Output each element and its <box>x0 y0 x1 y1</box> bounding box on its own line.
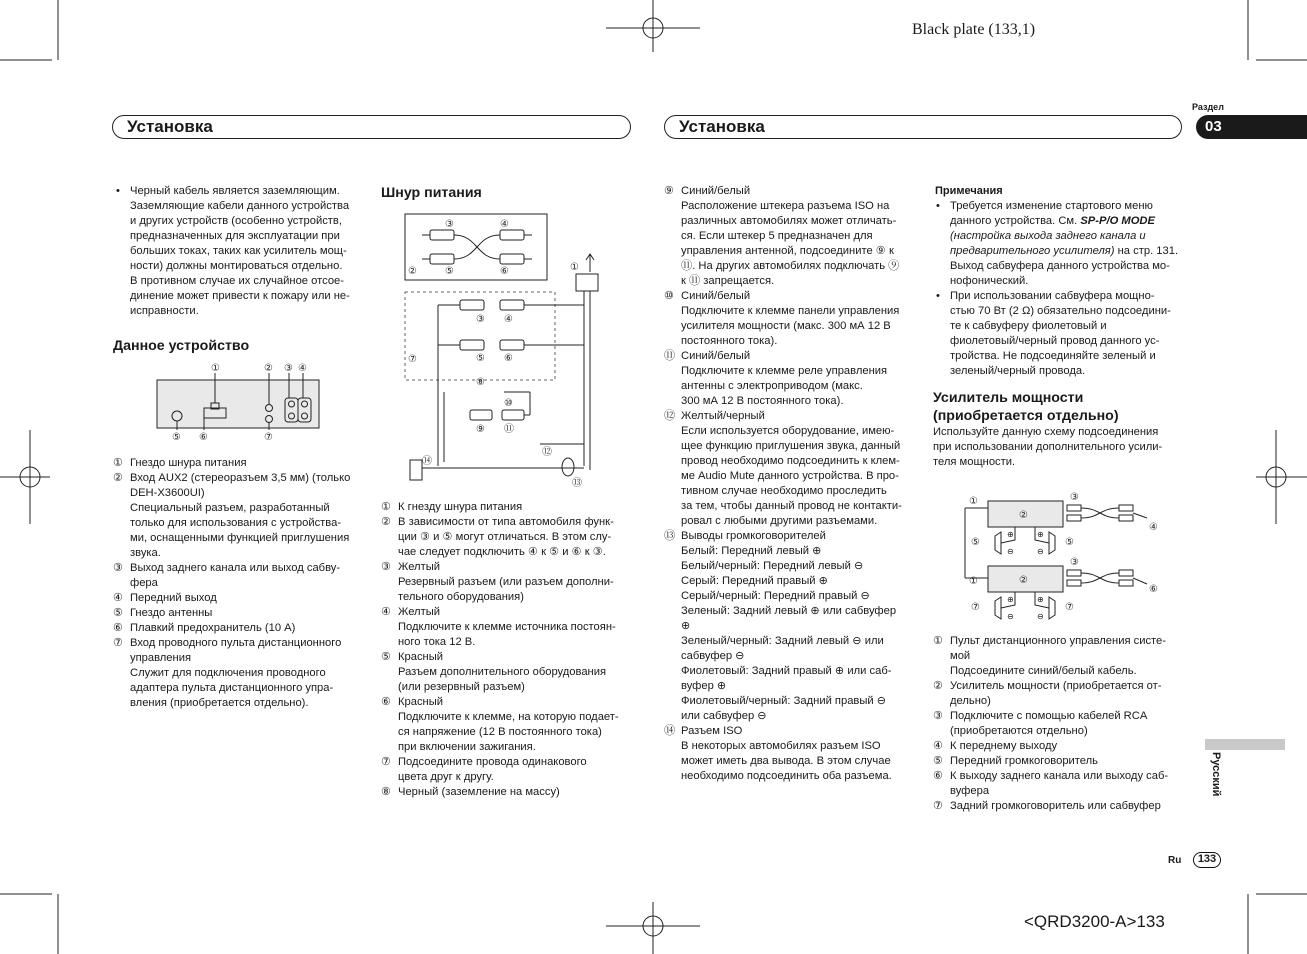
amp-minus-1: ⊖ <box>1007 547 1014 556</box>
text-line: В противном случае их случайное отсое- <box>130 275 344 287</box>
text-line: Служит для подключения проводного <box>130 667 326 679</box>
column-3 <box>664 184 916 784</box>
text-line: Передний выход <box>130 592 217 604</box>
text-line: Вход AUX2 (стереоразъем 3,5 мм) (только <box>130 472 351 484</box>
amplifier-diagram <box>955 488 1165 628</box>
legend-item <box>381 605 633 650</box>
text-line: Фиолетовый: Задний правый ⊕ или саб- <box>681 665 892 677</box>
legend-item <box>381 515 633 560</box>
text-line: DEH-X3600UI) <box>130 487 205 499</box>
text-line: Красный <box>398 651 444 663</box>
item-number: ⑤ <box>933 755 944 767</box>
text-line: Желтый <box>398 606 440 618</box>
amp-heading-line: (приобретается отдельно) <box>933 408 1119 424</box>
legend-item <box>933 754 1185 769</box>
text-line: тельного оборудования) <box>398 591 524 603</box>
text-line: к ⑪ запрещается. <box>681 275 775 287</box>
cord-callout-11: ⑪ <box>504 424 514 435</box>
side-language: Русский <box>1210 752 1222 797</box>
text-line: Задний громкоговоритель или сабвуфер <box>950 800 1161 812</box>
item-number: ⑤ <box>113 607 124 619</box>
note-1-line-1: • Требуется изменение стартового меню <box>950 200 1153 212</box>
amp-callout-5b: ⑤ <box>1065 537 1074 548</box>
text-line: тивном случае необходимо проследить <box>681 485 887 497</box>
item-number: ⑬ <box>664 530 676 542</box>
amp-heading-line: Усилитель мощности <box>933 390 1084 406</box>
text-line: усилителя мощности (макс. 300 мА 12 В <box>681 320 891 332</box>
language-tab-bar <box>1205 739 1285 750</box>
unit-callout-1: ① <box>211 363 220 374</box>
item-number: ⑧ <box>381 786 392 798</box>
text-line: предназначенных для эксплуатации при <box>130 230 340 242</box>
column-2 <box>381 184 633 202</box>
item-number: ⑥ <box>381 696 392 708</box>
text-line: стью 70 Вт (2 Ω) обязательно подсоедини- <box>950 305 1171 317</box>
amp-minus-3: ⊖ <box>1007 612 1014 621</box>
unit-callout-7: ⑦ <box>264 432 273 443</box>
amp-callout-2b: ② <box>1019 575 1028 586</box>
text-line: Разъем дополнительного оборудования <box>398 666 607 678</box>
note-1-ref: SP-P/O MODE <box>1080 215 1155 227</box>
section-tab <box>1196 115 1307 139</box>
cord-callout-10: ⑩ <box>504 398 513 409</box>
unit-callout-4: ④ <box>298 363 307 374</box>
text-line: антенны с электроприводом (макс. <box>681 380 863 392</box>
text-line: Белый/черный: Передний левый ⊖ <box>681 560 864 572</box>
text-line: Специальный разъем, разработанный <box>130 502 330 514</box>
text-line: • При использовании сабвуфера мощно- <box>950 290 1155 302</box>
text-line: за тем, чтобы данный провод не контакти- <box>681 500 902 512</box>
text-line: К переднему выходу <box>950 740 1058 752</box>
text-line: постоянного тока). <box>681 335 778 347</box>
amp-minus-2: ⊖ <box>1037 547 1044 556</box>
legend-item <box>381 785 633 800</box>
text-line: щее функцию приглушения звука, данный <box>681 440 901 452</box>
item-number: ⑫ <box>664 410 676 422</box>
amp-minus-4: ⊖ <box>1037 612 1044 621</box>
cord-callout-8: ⑧ <box>476 377 485 388</box>
power-cord-heading: Шнур питания <box>381 185 482 201</box>
note-2 <box>933 289 1185 379</box>
text-line: Подсоедините синий/белый кабель. <box>950 665 1137 677</box>
cord-callout-2: ② <box>408 266 417 277</box>
text-line: Передний громкоговоритель <box>950 755 1099 767</box>
text-line: ции ③ и ⑤ могут отличаться. В этом слу- <box>398 531 612 543</box>
amplifier-legend <box>933 634 1185 814</box>
text-line: ся. Если штекер 5 предназначен для <box>681 230 873 242</box>
text-line: • Черный кабель является заземляющим. <box>130 185 340 197</box>
item-number: ③ <box>381 561 392 573</box>
text-line: В некоторых автомобилях разъем ISO <box>681 740 881 752</box>
cord-callout-3b: ③ <box>476 314 485 325</box>
item-number: ④ <box>933 740 944 752</box>
legend-item <box>113 591 365 606</box>
cord-callout-3a: ③ <box>445 219 454 230</box>
amp-plus-2: ⊕ <box>1037 530 1044 539</box>
legend-item <box>381 755 633 785</box>
note-1-page-ref: на стр. 131. <box>1114 245 1179 257</box>
page-number: 133 <box>1197 853 1217 865</box>
text-line: Синий/белый <box>681 185 751 197</box>
amp-callout-6: ⑥ <box>1149 584 1158 595</box>
cord-callout-6b: ⑥ <box>504 353 513 364</box>
item-number: ⑪ <box>664 350 676 362</box>
unit-callout-6: ⑥ <box>199 432 208 443</box>
text-line: (приобретаются отдельно) <box>950 725 1088 737</box>
legend-item <box>113 471 365 561</box>
text-line: больших токах, таких как усилитель мощ- <box>130 245 347 257</box>
text-line: Фиолетовый/черный: Задний правый ⊖ <box>681 695 887 707</box>
cord-callout-12: ⑫ <box>542 447 552 458</box>
left-page-title: Установка <box>127 117 213 136</box>
text-line: Плавкий предохранитель (10 А) <box>130 622 296 634</box>
text-line: динение может привести к пожару или не- <box>130 290 350 302</box>
footer-code: <QRD3200-A>133 <box>1024 912 1165 931</box>
item-number: ⑦ <box>113 637 124 649</box>
text-line: Подключите к клемме, на которую подает- <box>398 711 619 723</box>
amp-callout-1b: ① <box>969 576 978 587</box>
item-number: ① <box>113 457 124 469</box>
item-number: ① <box>381 501 392 513</box>
amp-heading <box>933 389 1185 425</box>
text-line: В зависимости от типа автомобиля функ- <box>398 516 614 528</box>
text-line: только для использования с устройства- <box>130 517 342 529</box>
legend-item <box>664 409 916 529</box>
item-number: ④ <box>113 592 124 604</box>
note-1-ref-line-3: предварительного усилителя) <box>950 245 1115 257</box>
legend-item <box>113 606 365 621</box>
amp-callout-7b: ⑦ <box>1065 602 1074 613</box>
text-line: ности) должны монтироваться отдельно. <box>130 260 343 272</box>
legend-item <box>664 529 916 724</box>
item-number: ⑤ <box>381 651 392 663</box>
legend-item <box>933 799 1185 814</box>
item-number: ② <box>381 516 392 528</box>
legend-item <box>664 724 916 784</box>
text-line: Выводы громкоговорителей <box>681 530 826 542</box>
text-line: и других устройств (особенно устройств, <box>130 215 342 227</box>
amp-intro <box>933 425 1185 470</box>
text-line: Вход проводного пульта дистанционного <box>130 637 342 649</box>
item-number: ⑨ <box>664 185 675 197</box>
unit-callout-5: ⑤ <box>172 432 181 443</box>
note-1-line-5: Выход сабвуфера данного устройства мо- <box>950 260 1170 272</box>
text-line: фиолетовый/черный провод данного ус- <box>950 335 1160 347</box>
section-number: 03 <box>1205 118 1222 135</box>
text-line: сабвуфер ⊖ <box>681 650 745 662</box>
text-line: те к сабвуферу фиолетовый и <box>950 320 1107 332</box>
text-line: (или резервный разъем) <box>398 681 525 693</box>
plate-label: Black plate (133,1) <box>912 21 1036 38</box>
legend-item <box>664 184 916 289</box>
text-line: чае следует подключить ④ к ⑤ и ⑥ к ③. <box>398 546 606 558</box>
legend-item <box>664 289 916 349</box>
unit-legend <box>113 456 365 711</box>
text-line: ⊕ <box>681 620 691 632</box>
amp-plus-3: ⊕ <box>1007 595 1014 604</box>
text-line: управления <box>130 652 192 664</box>
text-line: Если используется оборудование, имею- <box>681 425 895 437</box>
text-line: звука. <box>130 547 161 559</box>
text-line: Синий/белый <box>681 350 751 362</box>
text-line: управления антенной, подсоедините ⑨ к <box>681 245 894 257</box>
item-number: ⑦ <box>933 800 944 812</box>
text-line: необходимо подсоединить оба разъема. <box>681 770 892 782</box>
text-line: Расположение штекера разъема ISO на <box>681 200 890 212</box>
amp-callout-2a: ② <box>1019 510 1028 521</box>
text-line: ми, оснащенными функцией приглушения <box>130 532 350 544</box>
text-line: ся напряжение (12 В постоянного тока) <box>398 726 602 738</box>
cord-callout-9: ⑨ <box>476 424 485 435</box>
legend-item <box>113 621 365 636</box>
text-line: Желтый <box>398 561 440 573</box>
text-line: Подключите к клемме реле управления <box>681 365 888 377</box>
legend-item <box>381 650 633 695</box>
note-1 <box>933 199 1185 289</box>
legend-item <box>381 695 633 755</box>
item-number: ⑥ <box>113 622 124 634</box>
note-1-line-6: нофонический. <box>950 275 1029 287</box>
text-line: Подключите к клемме источника постоян- <box>398 621 616 633</box>
cord-callout-13: ⑬ <box>572 478 582 489</box>
text-line: различных автомобилях может отличать- <box>681 215 897 227</box>
text-line: ме Audio Mute данного устройства. В про- <box>681 470 899 482</box>
legend-item <box>933 739 1185 754</box>
legend-item <box>381 500 633 515</box>
text-line: исправности. <box>130 305 199 317</box>
text-line: фера <box>130 577 158 589</box>
power-cord-legend <box>381 500 633 800</box>
item-number: ③ <box>113 562 124 574</box>
text-line: Черный (заземление на массу) <box>398 786 560 798</box>
text-line: Зеленый: Задний левый ⊕ или сабвуфер <box>681 605 897 617</box>
text-line: Заземляющие кабели данного устройства <box>130 200 350 212</box>
text-line: Подсоедините провода одинакового <box>398 756 587 768</box>
column-1 <box>113 184 365 355</box>
legend-item <box>933 769 1185 799</box>
unit-callout-2: ② <box>264 363 273 374</box>
text-line: Синий/белый <box>681 290 751 302</box>
text-line: тройства. Не подсоединяйте зеленый и <box>950 350 1156 362</box>
text-line: К гнезду шнура питания <box>398 501 523 513</box>
text-line: Белый: Передний левый ⊕ <box>681 545 822 557</box>
item-number: ③ <box>933 710 944 722</box>
cord-callout-1: ① <box>570 262 579 273</box>
text-line: Гнездо шнура питания <box>130 457 247 469</box>
text-line: дельно) <box>950 695 991 707</box>
text-line: К выходу заднего канала или выходу саб- <box>950 770 1169 782</box>
item-number: ② <box>113 472 124 484</box>
text-line: зеленый/черный провода. <box>950 365 1086 377</box>
text-line: Желтый/черный <box>681 410 765 422</box>
unit-callout-3: ③ <box>284 363 293 374</box>
cord-callout-4b: ④ <box>504 314 513 325</box>
legend-item <box>933 634 1185 679</box>
amp-callout-3b: ③ <box>1070 557 1079 568</box>
text-line: Разъем ISO <box>681 725 743 737</box>
item-number: ⑥ <box>933 770 944 782</box>
item-number: ④ <box>381 606 392 618</box>
text-line: ровал с любыми другими разъемами. <box>681 515 878 527</box>
power-cord-diagram <box>400 212 600 492</box>
text-line: адаптера пульта дистанционного упра- <box>130 682 334 694</box>
note-1-line-4 <box>950 244 1185 259</box>
text-line: Гнездо антенны <box>130 607 213 619</box>
unit-rear-diagram <box>150 360 330 445</box>
legend-item <box>933 679 1185 709</box>
notes-title: Примечания <box>935 185 1003 197</box>
text-line: может иметь два вывода. В этом случае <box>681 755 891 767</box>
page-number-badge <box>1193 852 1221 868</box>
item-number: ⑦ <box>381 756 392 768</box>
legend-item <box>381 560 633 605</box>
cord-callout-5a: ⑤ <box>445 266 454 277</box>
text-line: при использовании дополнительного усили- <box>933 441 1163 453</box>
item-number: ② <box>933 680 944 692</box>
amp-plus-4: ⊕ <box>1037 595 1044 604</box>
left-title-bar <box>112 115 631 139</box>
text-line: или сабвуфер ⊖ <box>681 710 767 722</box>
text-line: теля мощности. <box>933 456 1016 468</box>
text-line: Зеленый/черный: Задний левый ⊖ или <box>681 635 884 647</box>
item-number: ⑩ <box>664 290 675 302</box>
note-1-line-2 <box>950 214 1185 229</box>
text-line: при включении зажигания. <box>398 741 536 753</box>
legend-item <box>113 456 365 471</box>
note-1-text: данного устройства. См. <box>950 215 1081 227</box>
item-number: ① <box>933 635 944 647</box>
legend-item <box>113 561 365 591</box>
amp-callout-7a: ⑦ <box>971 602 980 613</box>
text-line: провод необходимо подсоединить к клем- <box>681 455 900 467</box>
cord-callout-5b: ⑤ <box>476 353 485 364</box>
text-line: цвета друг к другу. <box>398 771 494 783</box>
text-line: Подключите к клемме панели управления <box>681 305 900 317</box>
text-line: ⑪. На других автомобилях подключать ⑨ <box>681 260 900 272</box>
page-lang: Ru <box>1168 855 1182 866</box>
cord-callout-7: ⑦ <box>408 354 417 365</box>
text-line: Серый: Передний правый ⊕ <box>681 575 829 587</box>
text-line: ного тока 12 В. <box>398 636 476 648</box>
amp-callout-3a: ③ <box>1070 492 1079 503</box>
right-page-title: Установка <box>679 117 765 136</box>
column-4 <box>933 184 1185 470</box>
section-label: Раздел <box>1192 102 1224 112</box>
cord-callout-4a: ④ <box>500 219 509 230</box>
amp-callout-5a: ⑤ <box>971 537 980 548</box>
cord-callout-14: ⑭ <box>422 456 432 467</box>
ground-note <box>113 184 365 319</box>
text-line: 300 мА 12 В постоянного тока). <box>681 395 844 407</box>
text-line: вуфер ⊕ <box>681 680 727 692</box>
text-line: Резервный разъем (или разъем дополни- <box>398 576 614 588</box>
text-line: Серый/черный: Передний правый ⊖ <box>681 590 870 602</box>
legend-item <box>933 709 1185 739</box>
text-line: Красный <box>398 696 444 708</box>
text-line: Используйте данную схему подсоединения <box>933 426 1159 438</box>
amp-plus-1: ⊕ <box>1007 530 1014 539</box>
text-line: Выход заднего канала или выход сабву- <box>130 562 341 574</box>
amp-callout-1a: ① <box>969 496 978 507</box>
text-line: вления (приобретается отдельно). <box>130 697 309 709</box>
legend-item <box>664 349 916 409</box>
cord-callout-6a: ⑥ <box>500 266 509 277</box>
text-line: вуфера <box>950 785 990 797</box>
text-line: мой <box>950 650 971 662</box>
item-number: ⑭ <box>664 725 676 737</box>
text-line: Подключите с помощью кабелей RCA <box>950 710 1148 722</box>
unit-heading: Данное устройство <box>113 338 250 354</box>
text-line: Пульт дистанционного управления систе- <box>950 635 1167 647</box>
note-1-ref-line-2: (настройка выхода заднего канала и <box>950 230 1146 242</box>
right-title-bar <box>664 115 1182 139</box>
amp-callout-4: ④ <box>1149 522 1158 533</box>
text-line: Усилитель мощности (приобретается от- <box>950 680 1162 692</box>
legend-item <box>113 636 365 711</box>
